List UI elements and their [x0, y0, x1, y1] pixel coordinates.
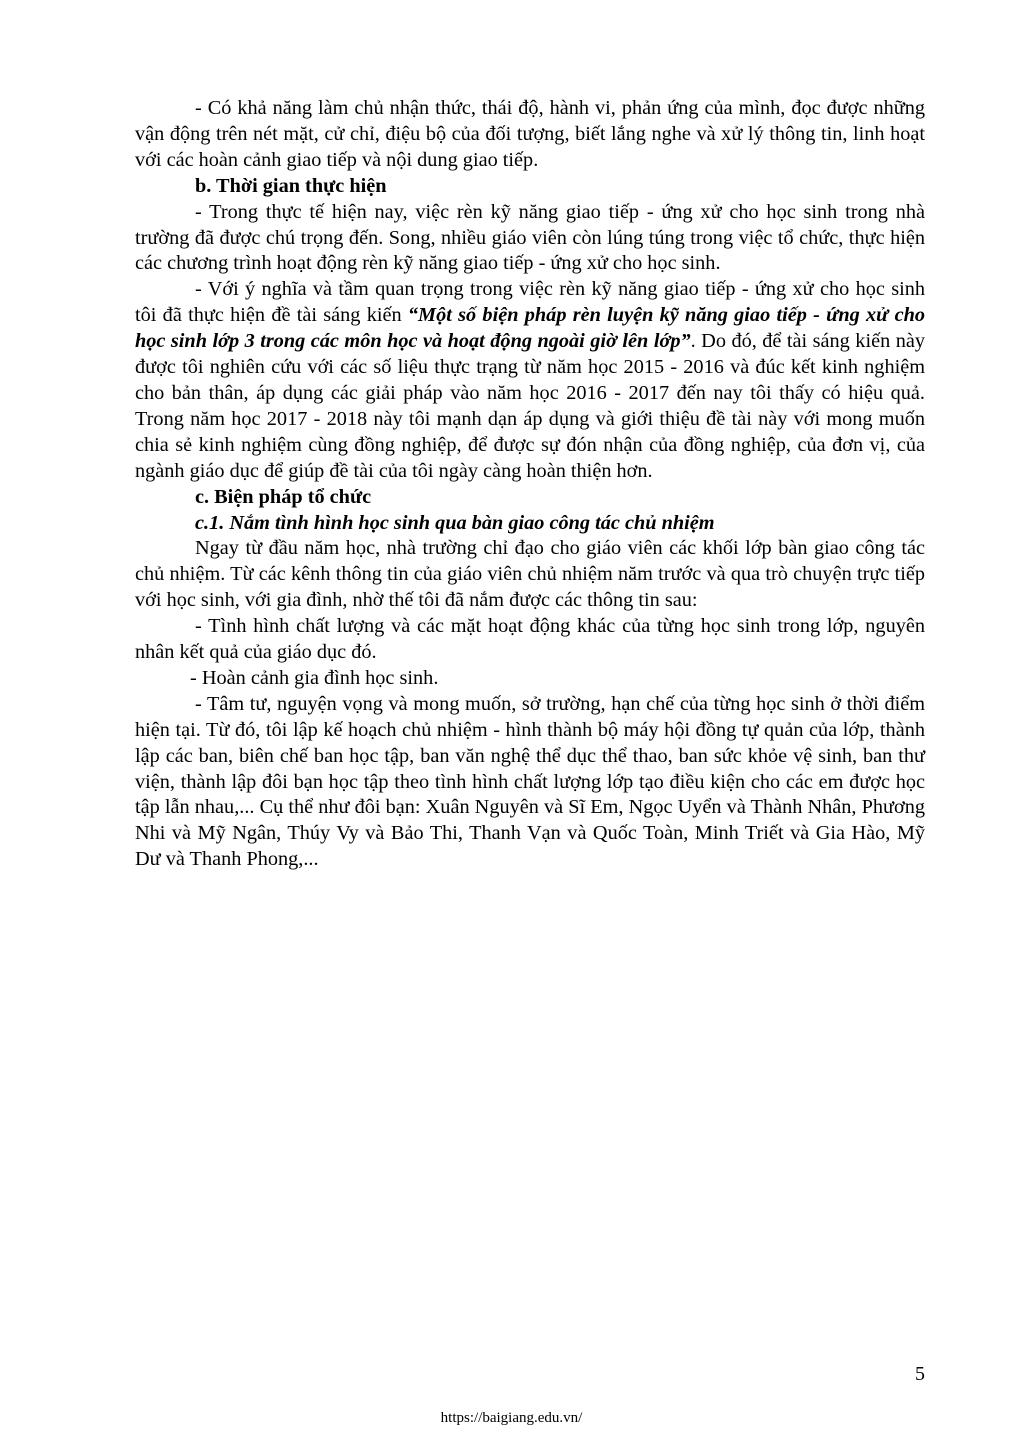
paragraph-4: Ngay từ đầu năm học, nhà trường chỉ đạo cho giáo viên các khối lớp bàn giao công tác chủ nhiệm. Từ các kênh thông tin của giáo viên chủ nhiệm năm trước và qua trò chuyện trực tiếp với học sinh, với gia đình, nhờ thế tôi đã nắm được các thông tin sau:	[135, 537, 925, 612]
document-body	[135, 96, 925, 873]
heading-b-implementation-time: b. Thời gian thực hiện	[195, 174, 387, 197]
paragraph-5: - Tình hình chất lượng và các mặt hoạt động khác của từng học sinh trong lớp, nguyên nhân kết quả của giáo dục đó.	[135, 615, 925, 664]
paragraph-2: - Trong thực tế hiện nay, việc rèn kỹ năng giao tiếp - ứng xử cho học sinh trong nhà trường đã được chú trọng đến. Song, nhiều giáo viên còn lúng túng trong việc tổ chức, thực hiện các chương trình hoạt động rèn kỹ năng giao tiếp - ứng xử cho học sinh.	[135, 200, 925, 275]
footer-url[interactable]: https://baigiang.edu.vn/	[440, 1410, 583, 1426]
heading-c1: c.1. Nắm tình hình học sinh qua bàn giao công tác chủ nhiệm	[195, 511, 715, 534]
paragraph-1: - Có khả năng làm chủ nhận thức, thái độ, hành vi, phản ứng của mình, đọc được những vận động trên nét mặt, cử chỉ, điệu bộ của đối tượng, biết lắng nghe và xử lý thông tin, linh hoạt với các hoàn cảnh giao tiếp và nội dung giao tiếp.	[135, 97, 925, 171]
page-number: 5	[915, 1363, 925, 1385]
heading-c-organization-measures: c. Biện pháp tổ chức	[195, 485, 372, 508]
initiative-title: “Một số biện pháp rèn luyện kỹ năng giao tiếp - ứng xử cho học sinh lớp 3 trong các môn học và hoạt động ngoài giờ lên lớp”	[135, 304, 926, 353]
paragraph-3-intro: - Với ý nghĩa và tầm quan trọng trong việc rèn kỹ năng giao tiếp - ứng xử cho học sinh tôi đã thực hiện đề tài sáng kiến	[135, 278, 925, 327]
paragraph-3	[135, 277, 925, 484]
paragraph-6: - Hoàn cảnh gia đình học sinh.	[190, 666, 439, 689]
paragraph-7: - Tâm tư, nguyện vọng và mong muốn, sở trường, hạn chế của từng học sinh ở thời điểm hiện tại. Từ đó, tôi lập kế hoạch chủ nhiệm - hình thành bộ máy hội đồng tự quản của lớp, thành lập các ban, biên chế ban học tập, ban văn nghệ thể dục thể thao, ban sức khỏe vệ sinh, ban thư viện, thành lập đôi bạn học tập theo tình hình chất lượng lớp tạo điều kiện cho các em được học tập lẫn nhau,... Cụ thể như đôi bạn: Xuân Nguyên và Sĩ Em, Ngọc Uyển và Thành Nhân, Phương Nhi và Mỹ Ngân, Thúy Vy và Bảo Thi, Thanh Vạn và Quốc Toàn, Minh Triết và Gia Hào, Mỹ Dư và Thanh Phong,...	[135, 692, 925, 871]
paragraph-3-rest: . Do đó, để tài sáng kiến này được tôi nghiên cứu với các số liệu thực trạng từ năm học 2015 - 2016 và đúc kết kinh nghiệm cho bản thân, áp dụng các giải pháp vào năm học 2016 - 2017 đến nay tôi thấy có hiệu quả. Trong năm học 2017 - 2018 này tôi mạnh dạn áp dụng và giới thiệu đề tài này với mong muốn chia sẻ kinh nghiệm cùng đồng nghiệp, để được sự đón nhận của đồng nghiệp, của đơn vị, của ngành giáo dục để giúp đề tài của tôi ngày càng hoàn thiện hơn.	[135, 330, 925, 482]
